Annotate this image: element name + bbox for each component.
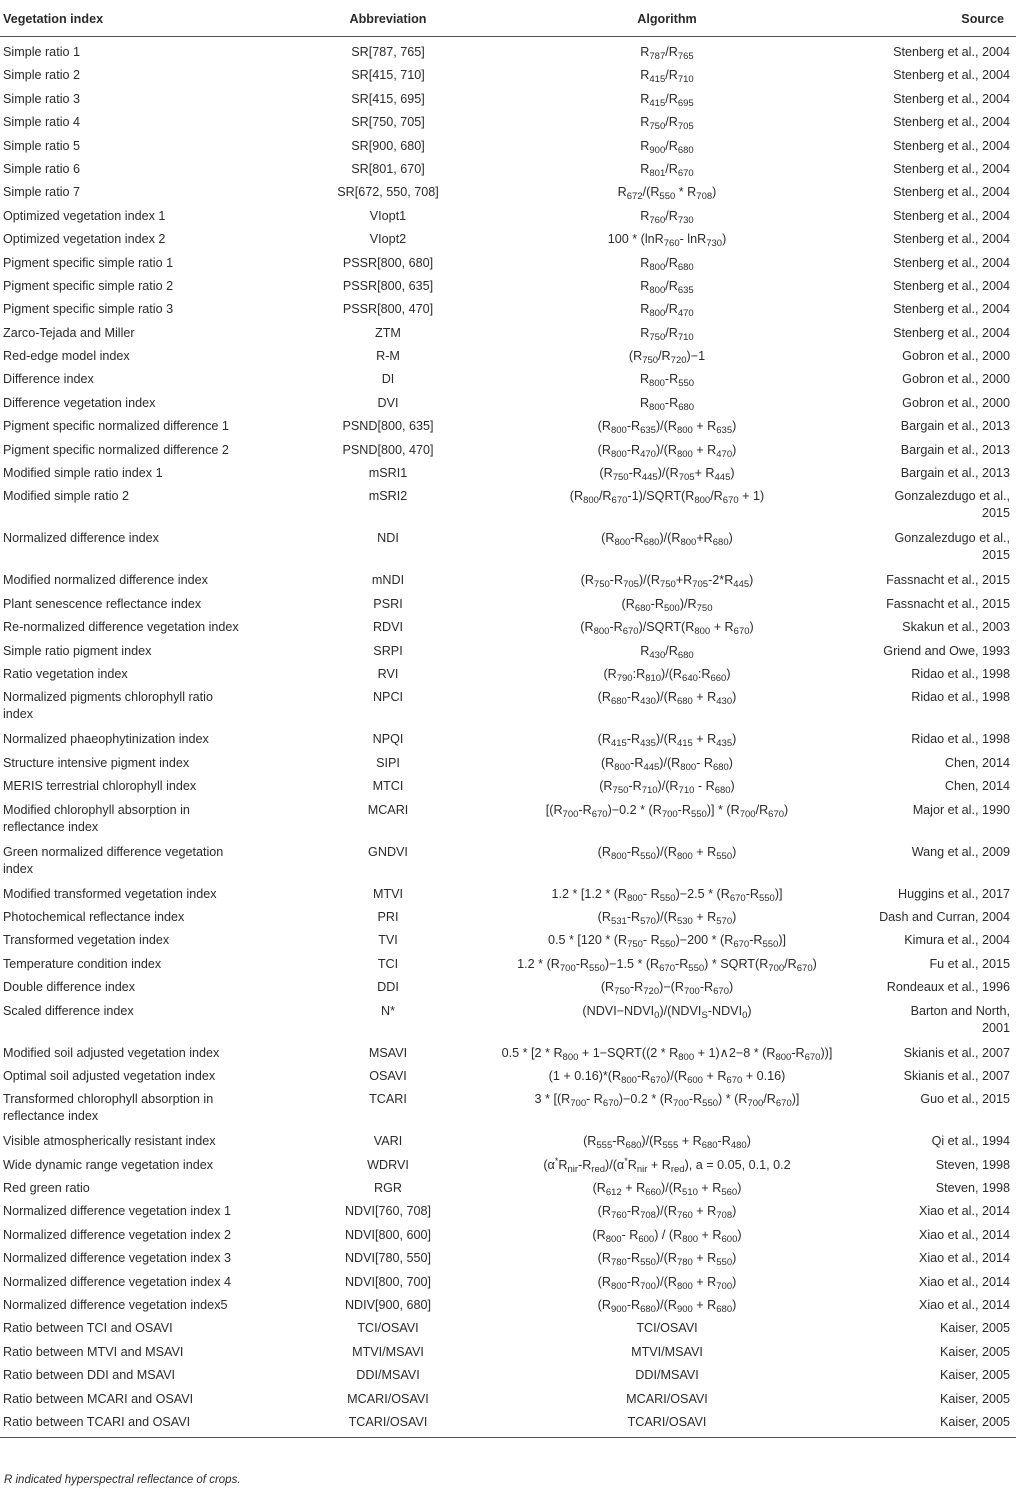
table-row [0, 1045, 1016, 1068]
cell-vegetation-index: Wide dynamic range vegetation index [3, 1157, 214, 1172]
header-algorithm: Algorithm [478, 5, 856, 37]
cell-source: Xiao et al., 2014 [918, 1251, 1010, 1266]
cell-abbreviation: NDVI[760, 708] [344, 1204, 432, 1219]
cell-vegetation-index: Optimal soil adjusted vegetation index [3, 1068, 216, 1083]
cell-vegetation-index: Normalized difference vegetation index 3 [3, 1251, 231, 1266]
cell-algorithm: $R_{750}/R_{710}$ [640, 325, 694, 343]
cell-source: Major et al., 1990 [912, 802, 1010, 817]
cell-algorithm: $(R_{800}/R_{670}-1)/SQRT(R_{800}/R_{670} + 1)$ [569, 489, 765, 507]
table-row [0, 1391, 1016, 1414]
cell-algorithm: $R_{800}/R_{635}$ [640, 278, 694, 296]
cell-vegetation-index: Double difference index [3, 980, 136, 995]
cell-abbreviation: R-M [376, 349, 400, 364]
table-row [0, 37, 1016, 68]
table-row [0, 325, 1016, 348]
cell-abbreviation: NDVI[780, 550] [344, 1251, 432, 1266]
cell-vegetation-index: Normalized difference vegetation index 1 [3, 1204, 231, 1219]
cell-vegetation-index: Modified normalized difference index [3, 573, 208, 588]
table-row [0, 802, 1016, 844]
cell-abbreviation: GNDVI [368, 844, 408, 859]
table-row [0, 184, 1016, 207]
cell-algorithm: $R_{800}/R_{470}$ [640, 302, 694, 320]
table-row [0, 1157, 1016, 1180]
cell-abbreviation: TCI [377, 956, 399, 971]
cell-source: Stenberg et al., 2004 [893, 302, 1010, 317]
cell-vegetation-index: Modified simple ratio index 1 [3, 466, 163, 481]
cell-vegetation-index: Pigment specific simple ratio 2 [3, 278, 174, 293]
cell-source: Kaiser, 2005 [939, 1344, 1010, 1359]
table-row [0, 909, 1016, 932]
cell-vegetation-index: Green normalized difference vegetation index [3, 844, 224, 876]
table-row [0, 442, 1016, 465]
table-row [0, 231, 1016, 254]
cell-vegetation-index: Visible atmospherically resistant index [3, 1134, 216, 1149]
table-row [0, 208, 1016, 231]
cell-source: Stenberg et al., 2004 [893, 325, 1010, 340]
cell-algorithm: $R_{801}/R_{670}$ [640, 161, 694, 179]
cell-abbreviation: PSSR[800, 470] [342, 302, 434, 317]
table-row [0, 67, 1016, 90]
cell-algorithm: $0.5 * [120 * (R_{750}-$ $R_{550})-200 * (R_{670}-R_{550})$] [547, 933, 787, 951]
cell-abbreviation: PSSR[800, 680] [342, 255, 434, 270]
cell-source: Kaiser, 2005 [939, 1368, 1010, 1383]
cell-vegetation-index: Transformed chlorophyll absorption in reflectance index [3, 1092, 214, 1124]
table-row [0, 1250, 1016, 1273]
cell-algorithm: $(R_{750}-R_{710})/(R_{710} - R_{680})$ [599, 779, 735, 797]
cell-vegetation-index: Ratio between TCARI and OSAVI [0, 1414, 298, 1438]
cell-source: Gobron et al., 2000 [902, 372, 1010, 387]
cell-source: Ridao et al., 1998 [911, 732, 1010, 747]
cell-vegetation-index: Ratio between DDI and MSAVI [3, 1368, 175, 1383]
cell-algorithm: $(R_{790}:R_{810})/(R_{640}:R_{660})$ [603, 666, 731, 684]
cell-algorithm: $R_{415}/R_{695}$ [640, 91, 694, 109]
cell-vegetation-index: Modified transformed vegetation index [3, 886, 217, 901]
cell-vegetation-index: Simple ratio 3 [3, 91, 80, 106]
cell-source: Fassnacht et al., 2015 [886, 596, 1010, 611]
cell-vegetation-index: Simple ratio 6 [3, 161, 80, 176]
cell-vegetation-index: Simple ratio 5 [3, 138, 80, 153]
cell-algorithm: $(1 + 0.16)*(R_{800}-R_{670})/(R_{600} + R_{670} + 0.16)$ [548, 1068, 786, 1086]
cell-vegetation-index: Pigment specific simple ratio 3 [3, 302, 174, 317]
cell-vegetation-index: Plant senescence reflectance index [3, 596, 202, 611]
cell-abbreviation: NDI [377, 531, 399, 546]
cell-algorithm: $(R_{800}-R_{670})/SQRT(R_{800} + R_{670})$ [580, 620, 754, 638]
cell-algorithm: MCARI/OSAVI [626, 1391, 708, 1406]
table-row [0, 1180, 1016, 1203]
cell-algorithm: $3 * [(R_{700}-$ $R_{670})-0.2 * (R_{700}-R_{550}) * (R_{700}/R_{670})$] [534, 1092, 800, 1110]
table-row [0, 755, 1016, 778]
cell-algorithm: $(\alpha^*R_{nir}-R_{red})/(\alpha^*R_{nir} + R_{red})$, a = 0.05, 0.1, 0.2 [543, 1155, 791, 1175]
table-row [0, 619, 1016, 642]
cell-abbreviation: TVI [378, 933, 398, 948]
cell-source: Gonzalezdugo et al., 2015 [894, 489, 1010, 521]
cell-abbreviation: NDVI[800, 600] [344, 1227, 432, 1242]
cell-abbreviation: NPQI [372, 732, 404, 747]
cell-vegetation-index: Modified chlorophyll absorption in reflectance index [3, 802, 190, 834]
table-row [0, 348, 1016, 371]
cell-source: Kimura et al., 2004 [904, 933, 1010, 948]
cell-abbreviation: PSND[800, 470] [342, 442, 434, 457]
cell-abbreviation: mSRI1 [368, 466, 408, 481]
cell-source: Steven, 1998 [935, 1157, 1010, 1172]
cell-vegetation-index: Normalized phaeophytinization index [3, 732, 209, 747]
header-abbreviation: Abbreviation [298, 5, 478, 37]
cell-source: Ridao et al., 1998 [911, 690, 1010, 705]
cell-vegetation-index: Ratio between MTVI and MSAVI [3, 1344, 184, 1359]
table-row [0, 465, 1016, 488]
cell-algorithm: $R_{430}/R_{680}$ [640, 643, 694, 661]
cell-source: Dash and Curran, 2004 [879, 909, 1010, 924]
cell-source: Skianis et al., 2007 [903, 1045, 1010, 1060]
cell-source: Huggins et al., 2017 [897, 886, 1010, 901]
cell-algorithm: $(R_{531}-R_{570})/(R_{530} + R_{570})$ [597, 909, 737, 927]
table-row [0, 418, 1016, 441]
cell-algorithm: $(R_{750}-R_{445})/(R_{705}+ R_{445})$ [599, 466, 735, 484]
cell-source: Barton and North, 2001 [910, 1003, 1010, 1035]
table-row [0, 1297, 1016, 1320]
cell-vegetation-index: Temperature condition index [3, 956, 162, 971]
table-row [0, 301, 1016, 324]
cell-source: Kaiser, 2005 [939, 1321, 1010, 1336]
table-row [0, 1091, 1016, 1133]
cell-source: Gonzalezdugo et al., 2015 [894, 531, 1010, 563]
cell-algorithm: $R_{800}-R_{680}$ [639, 395, 695, 413]
cell-abbreviation: DI [381, 372, 395, 387]
cell-vegetation-index: Re-normalized difference vegetation index [3, 620, 239, 635]
cell-abbreviation: TCI/OSAVI [357, 1321, 419, 1336]
cell-vegetation-index: Scaled difference index [3, 1003, 134, 1018]
cell-vegetation-index: Ratio between MCARI and OSAVI [3, 1391, 194, 1406]
cell-algorithm: $(NDVI-NDVI_0)/(NDVI_S-NDVI_0)$ [582, 1003, 752, 1021]
cell-abbreviation: MCARI/OSAVI [347, 1391, 429, 1406]
cell-algorithm: $(R_{760}-R_{708})/(R_{760} + R_{708})$ [597, 1204, 737, 1222]
cell-source: Guo et al., 2015 [920, 1092, 1010, 1107]
table-row [0, 844, 1016, 886]
cell-source: Stenberg et al., 2004 [893, 208, 1010, 223]
table-row [0, 979, 1016, 1002]
table-row [0, 1227, 1016, 1250]
cell-abbreviation: SR[415, 695] [351, 91, 425, 106]
cell-abbreviation: TCARI/OSAVI [298, 1414, 478, 1438]
cell-abbreviation: DVI [377, 395, 399, 410]
cell-abbreviation: mSRI2 [368, 489, 408, 504]
cell-source: Xiao et al., 2014 [918, 1204, 1010, 1219]
cell-source: Bargain et al., 2013 [900, 466, 1010, 481]
cell-vegetation-index: Structure intensive pigment index [3, 755, 190, 770]
cell-source: Stenberg et al., 2004 [893, 68, 1010, 83]
table-row [0, 643, 1016, 666]
cell-abbreviation: RVI [377, 666, 399, 681]
cell-algorithm: $(R_{800}-R_{470})/(R_{800} + R_{470})$ [597, 442, 737, 460]
table-row [0, 1203, 1016, 1226]
table-row [0, 488, 1016, 530]
cell-source: Stenberg et al., 2004 [893, 185, 1010, 200]
cell-abbreviation: SR[750, 705] [351, 115, 425, 130]
cell-source: Xiao et al., 2014 [918, 1274, 1010, 1289]
table-row [0, 1367, 1016, 1390]
cell-algorithm: $(R_{800}-R_{635})/(R_{800} + R_{635})$ [597, 419, 737, 437]
cell-source: Ridao et al., 1998 [911, 666, 1010, 681]
cell-vegetation-index: Simple ratio 1 [3, 45, 80, 59]
cell-vegetation-index: Red-edge model index [3, 349, 130, 364]
cell-abbreviation: VIopt2 [369, 232, 407, 247]
cell-vegetation-index: Pigment specific normalized difference 1 [3, 419, 229, 434]
cell-algorithm: $R_{800}-R_{550}$ [639, 372, 695, 390]
cell-abbreviation: SRPI [373, 643, 403, 658]
cell-algorithm: $R_{800}/R_{680}$ [640, 255, 694, 273]
cell-source: Chen, 2014 [944, 755, 1010, 770]
cell-algorithm: $(R_{555}-R_{680})/(R_{555} + R_{680}-R_{480})$ [583, 1134, 751, 1152]
table-row [0, 255, 1016, 278]
cell-algorithm: $(R_{800}-R_{550})/(R_{800} + R_{550})$ [597, 844, 737, 862]
cell-abbreviation: SR[672, 550, 708] [337, 185, 439, 200]
cell-algorithm: $(R_{612} + R_{660})/(R_{510} + R_{560})$ [592, 1181, 742, 1199]
cell-abbreviation: SR[900, 680] [351, 138, 425, 153]
cell-abbreviation: VARI [373, 1134, 403, 1149]
table-body [0, 37, 1016, 1438]
cell-abbreviation: SR[415, 710] [351, 68, 425, 83]
cell-abbreviation: NPCI [372, 690, 404, 705]
cell-algorithm: $[(R_{700}-R_{670})-0.2 * (R_{700}-R_{550})] * (R_{700}/R_{670})$ [545, 802, 789, 820]
cell-abbreviation: RDVI [372, 620, 404, 635]
table-row [0, 1414, 1016, 1438]
cell-abbreviation: NDIV[900, 680] [344, 1298, 432, 1313]
cell-abbreviation: WDRVI [367, 1157, 409, 1172]
cell-source: Kaiser, 2005 [939, 1391, 1010, 1406]
cell-algorithm: MTVI/MSAVI [631, 1344, 703, 1359]
cell-abbreviation: PSND[800, 635] [342, 419, 434, 434]
header-vegetation-index: Vegetation index [0, 5, 298, 37]
cell-vegetation-index: Difference vegetation index [3, 395, 156, 410]
cell-source: Skianis et al., 2007 [903, 1068, 1010, 1083]
cell-source: Wang et al., 2009 [911, 844, 1010, 859]
cell-source: Stenberg et al., 2004 [893, 232, 1010, 247]
cell-vegetation-index: Transformed vegetation index [3, 933, 170, 948]
cell-source: Fassnacht et al., 2015 [886, 573, 1010, 588]
cell-source: Xiao et al., 2014 [918, 1227, 1010, 1242]
table-row [0, 956, 1016, 979]
cell-algorithm: $R_{787}/R_{765}$ [640, 45, 694, 62]
cell-source: Qi et al., 1994 [931, 1134, 1010, 1149]
table-row [0, 1274, 1016, 1297]
cell-abbreviation: mNDI [371, 573, 405, 588]
table-header-row [0, 5, 1016, 37]
header-source: Source [856, 5, 1016, 37]
cell-vegetation-index: Ratio vegetation index [3, 666, 128, 681]
cell-algorithm: $R_{672}/(R_{550} * R_{708})$ [617, 185, 717, 203]
cell-algorithm: $(R_{800}-R_{445})/(R_{800}-$ $R_{680}$) [600, 755, 733, 773]
table-row [0, 1133, 1016, 1156]
cell-abbreviation: TCARI [369, 1092, 407, 1107]
cell-source: Xiao et al., 2014 [918, 1298, 1010, 1313]
table-row [0, 1320, 1016, 1343]
cell-algorithm: $1.2 * (R_{700}-R_{550})-1.5 * (R_{670}-R_{550})$ * $SQRT(R_{700}/R_{670})$ [517, 956, 817, 974]
cell-abbreviation: DDI [377, 980, 399, 995]
cell-abbreviation: PRI [377, 909, 399, 924]
cell-abbreviation: RGR [374, 1181, 402, 1196]
cell-abbreviation: MCARI [367, 802, 409, 817]
cell-vegetation-index: Normalized difference vegetation index 4 [3, 1274, 231, 1289]
cell-abbreviation: PSSR[800, 635] [342, 278, 434, 293]
cell-abbreviation: DDI/MSAVI [356, 1368, 420, 1383]
table-row [0, 886, 1016, 909]
cell-abbreviation: MTVI [372, 886, 404, 901]
cell-abbreviation: NDVI[800, 700] [344, 1274, 432, 1289]
table-footnote: R indicated hyperspectral reflectance of crops. [4, 1474, 241, 1486]
cell-abbreviation: VIopt1 [369, 208, 407, 223]
cell-source: Skakun et al., 2003 [902, 620, 1010, 635]
cell-source: Chen, 2014 [944, 779, 1010, 794]
cell-algorithm: 100 * (lnR$_{760}$- lnR$_{730}$) [607, 232, 727, 250]
cell-abbreviation: N* [381, 1003, 395, 1018]
cell-vegetation-index: Optimized vegetation index 1 [3, 208, 166, 223]
cell-source: Stenberg et al., 2004 [893, 255, 1010, 270]
cell-algorithm: $(R_{750}/R_{720})-1$ [628, 349, 706, 367]
cell-source: Stenberg et al., 2004 [893, 115, 1010, 130]
cell-algorithm: $0.5 * [2 * R_{800}$ + 1−SQRT((2 * $R_{800}$ + 1)∧2−8 * $(R_{800}-R_{670})$)] [501, 1045, 833, 1063]
cell-vegetation-index: Simple ratio 7 [3, 185, 80, 200]
cell-algorithm: $(R_{800}-R_{700})/(R_{800} + R_{700})$ [597, 1274, 737, 1292]
table-row [0, 114, 1016, 137]
cell-algorithm: $(R_{900}-R_{680})/(R_{900} + R_{680})$ [597, 1298, 737, 1316]
cell-source: Bargain et al., 2013 [900, 442, 1010, 457]
cell-vegetation-index: Simple ratio 2 [3, 68, 80, 83]
table-row [0, 778, 1016, 801]
cell-algorithm: $R_{415}/R_{710}$ [640, 68, 694, 86]
cell-vegetation-index: Normalized difference vegetation index 2 [3, 1227, 231, 1242]
cell-algorithm: $(R_{800}-R_{680})/(R_{800}+R_{680})$ [601, 531, 733, 549]
cell-source: Fu et al., 2015 [929, 956, 1010, 971]
cell-algorithm: $(R_{750}-R_{705})/(R_{750}+R_{705}-2*R_{445})$ [580, 573, 754, 591]
table-row [0, 530, 1016, 572]
cell-algorithm: $1.2 * [1.2 * (R_{800}-$ $R_{550})-2.5 * (R_{670}-R_{550})$] [551, 886, 783, 904]
cell-source: Gobron et al., 2000 [902, 349, 1010, 364]
table-row [0, 371, 1016, 394]
cell-algorithm: $(R_{750}-R_{720})-(R_{700}-R_{670})$ [600, 980, 734, 998]
cell-vegetation-index: Difference index [3, 372, 94, 387]
table-row [0, 666, 1016, 689]
cell-source: Kaiser, 2005 [856, 1414, 1016, 1438]
cell-source: Gobron et al., 2000 [902, 395, 1010, 410]
cell-algorithm: ($R_{800}-$ $R_{600}) / (R_{800} + R_{600})$ [592, 1227, 742, 1245]
cell-algorithm: TCI/OSAVI [636, 1321, 698, 1336]
cell-vegetation-index: Optimized vegetation index 2 [3, 232, 166, 247]
cell-algorithm: $R_{750}/R_{705}$ [640, 115, 694, 133]
table-row [0, 138, 1016, 161]
cell-abbreviation: SIPI [376, 755, 400, 770]
table-row [0, 1344, 1016, 1367]
cell-algorithm: $(R_{780}-R_{550})/(R_{780} + R_{550})$ [597, 1251, 737, 1269]
cell-algorithm: $R_{760}/R_{730}$ [640, 208, 694, 226]
table-row [0, 689, 1016, 731]
cell-abbreviation: MTVI/MSAVI [352, 1344, 424, 1359]
cell-algorithm: $(R_{680}-R_{430})/(R_{680} + R_{430})$ [597, 690, 737, 708]
cell-abbreviation: SR[801, 670] [351, 161, 425, 176]
cell-source: Rondeaux et al., 1996 [886, 980, 1010, 995]
cell-vegetation-index: Modified soil adjusted vegetation index [3, 1045, 220, 1060]
table-row [0, 731, 1016, 754]
cell-algorithm: $R_{900}/R_{680}$ [640, 138, 694, 156]
vegetation-index-table [0, 5, 1016, 1438]
cell-source: Stenberg et al., 2004 [893, 91, 1010, 106]
cell-abbreviation: MTCI [372, 779, 404, 794]
cell-source: Stenberg et al., 2004 [893, 45, 1010, 59]
cell-source: Stenberg et al., 2004 [893, 278, 1010, 293]
table-row [0, 278, 1016, 301]
cell-source: Stenberg et al., 2004 [893, 161, 1010, 176]
cell-source: Steven, 1998 [935, 1181, 1010, 1196]
cell-vegetation-index: Simple ratio pigment index [3, 643, 152, 658]
cell-vegetation-index: Ratio between TCI and OSAVI [3, 1321, 173, 1336]
cell-source: Griend and Owe, 1993 [883, 643, 1010, 658]
cell-abbreviation: MSAVI [368, 1045, 408, 1060]
cell-vegetation-index: Modified simple ratio 2 [3, 489, 129, 504]
cell-source: Bargain et al., 2013 [900, 419, 1010, 434]
cell-vegetation-index: Photochemical reflectance index [3, 909, 185, 924]
cell-algorithm: TCARI/OSAVI [478, 1414, 856, 1438]
table-row [0, 596, 1016, 619]
cell-vegetation-index: Simple ratio 4 [3, 115, 80, 130]
cell-vegetation-index: Normalized pigments chlorophyll ratio index [3, 690, 213, 722]
table-row [0, 932, 1016, 955]
cell-source: Stenberg et al., 2004 [893, 138, 1010, 153]
table-row [0, 1003, 1016, 1045]
cell-abbreviation: SR[787, 765] [351, 45, 425, 59]
cell-vegetation-index: Pigment specific normalized difference 2 [3, 442, 229, 457]
cell-algorithm: DDI/MSAVI [635, 1368, 699, 1383]
cell-algorithm: $(R_{680}-R_{500})/R_{750}$ [621, 596, 713, 614]
cell-vegetation-index: Normalized difference index [3, 531, 159, 546]
cell-vegetation-index: Normalized difference vegetation index5 [3, 1298, 228, 1313]
table-row [0, 161, 1016, 184]
table-row [0, 91, 1016, 114]
table-row [0, 1068, 1016, 1091]
cell-vegetation-index: MERIS terrestrial chlorophyll index [3, 779, 197, 794]
cell-abbreviation: OSAVI [369, 1068, 407, 1083]
cell-vegetation-index: Pigment specific simple ratio 1 [3, 255, 174, 270]
cell-vegetation-index: Zarco-Tejada and Miller [3, 325, 135, 340]
cell-abbreviation: PSRI [373, 596, 403, 611]
cell-vegetation-index: Red green ratio [3, 1181, 90, 1196]
cell-algorithm: $(R_{415}-R_{435})/(R_{415} + R_{435})$ [597, 732, 737, 750]
cell-abbreviation: ZTM [375, 325, 401, 340]
table-row [0, 395, 1016, 418]
table-row [0, 572, 1016, 595]
